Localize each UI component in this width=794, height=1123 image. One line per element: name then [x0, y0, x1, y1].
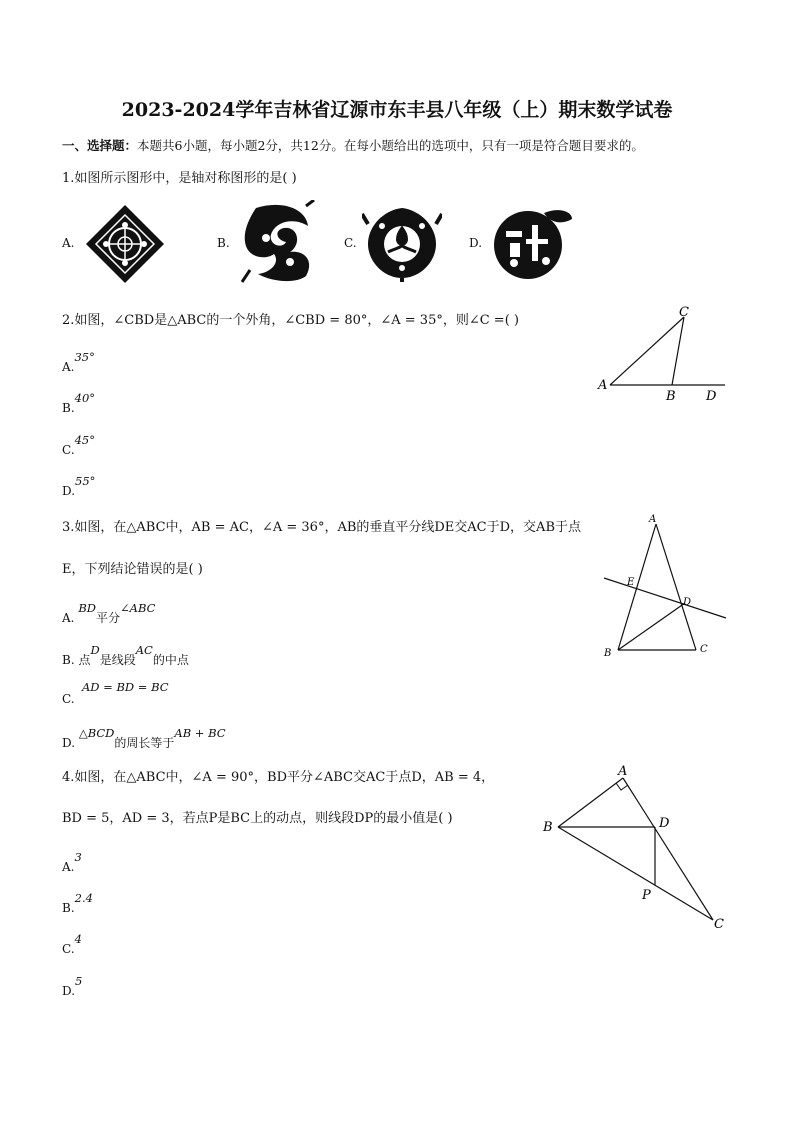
q2-stem: 2.如图，∠CBD是△ABC的一个外角，∠CBD = 80°，∠A = 35°，则∠C =( ): [62, 313, 519, 328]
q3-line-ab: [618, 524, 656, 650]
q4-option-b[interactable]: [62, 891, 93, 915]
q2-option-c[interactable]: [62, 433, 95, 457]
q3-option-b-mid: 是线段: [99, 653, 136, 667]
q3-option-b-point: D: [90, 643, 100, 657]
q3-option-d-letter: D.: [62, 736, 76, 750]
q3-figure: [596, 508, 731, 660]
q4-option-a-letter: A.: [62, 860, 75, 874]
q2-label-d: D: [706, 389, 717, 404]
q4-option-c[interactable]: [62, 932, 82, 956]
q4-line-ac: [623, 778, 713, 920]
q2-option-a-letter: A.: [62, 360, 75, 374]
q3-label-c: C: [700, 644, 708, 655]
q3-option-b-segment: AC: [135, 643, 153, 657]
q3-line-ac: [656, 524, 696, 650]
q3-option-a[interactable]: [62, 601, 156, 626]
q3-stem-line1: 3.如图，在△ABC中，AB = AC，∠A = 36°，AB的垂直平分线DE交AC于D，交AB于点: [62, 520, 581, 535]
q2-figure: [590, 300, 730, 410]
q3-option-a-text: 平分: [95, 611, 120, 625]
q1-option-c-letter: C.: [344, 236, 357, 250]
q4-line-ab: [558, 778, 623, 827]
q2-option-c-value: 45°: [74, 433, 95, 447]
q4-label-p: P: [642, 888, 651, 903]
q3-option-b-post: 的中点: [152, 653, 189, 667]
q3-option-d-sum: AB + BC: [174, 726, 226, 740]
q3-option-b[interactable]: [62, 643, 189, 668]
q2-label-b: B: [666, 389, 676, 404]
q3-option-a-angle: ∠ABC: [120, 601, 156, 615]
q2-option-a-value: 35°: [74, 350, 95, 364]
q3-label-e: E: [627, 577, 635, 588]
q2-option-d-letter: D.: [62, 484, 76, 498]
q3-label-d: D: [683, 597, 692, 608]
q4-option-b-letter: B.: [62, 901, 75, 915]
q2-option-a[interactable]: [62, 350, 95, 374]
q3-option-b-letter: B.: [62, 653, 75, 667]
q4-option-a[interactable]: [62, 850, 82, 874]
q1-option-b-letter: B.: [217, 236, 230, 250]
q3-line-de: [604, 578, 726, 618]
q2-option-b-value: 40°: [74, 391, 96, 405]
q3-stem-line2: E，下列结论错误的是( ): [62, 562, 203, 577]
q4-option-b-value: 2.4: [74, 891, 93, 905]
q2-label-c: C: [679, 305, 689, 320]
q4-option-d-value: 5: [75, 974, 83, 988]
q1-option-b-figure: [236, 200, 318, 284]
q4-figure: [538, 760, 733, 935]
q4-option-c-value: 4: [74, 932, 82, 946]
q4-stem-line2: BD = 5，AD = 3，若点P是BC上的动点，则线段DP的最小值是( ): [62, 811, 453, 826]
q1-option-a-figure: [84, 203, 166, 285]
q3-line-bd: [618, 603, 685, 650]
section-label: 一、选择题：: [62, 138, 138, 153]
q2-option-b-letter: B.: [62, 401, 75, 415]
q3-label-b: B: [604, 648, 612, 659]
q4-label-d: D: [659, 816, 670, 831]
q4-label-a: A: [618, 764, 628, 779]
page-title: 2023-2024学年吉林省辽源市东丰县八年级（上）期末数学试卷: [121, 99, 673, 121]
q1-option-c-figure: [362, 204, 442, 282]
q4-label-c: C: [714, 917, 724, 932]
q4-line-bc: [558, 827, 713, 920]
q3-option-a-letter: A.: [62, 611, 75, 625]
q2-option-b[interactable]: [62, 391, 96, 415]
q3-option-b-pre: 点: [78, 653, 91, 667]
q4-option-a-value: 3: [74, 850, 82, 864]
q3-option-a-bd: BD: [78, 601, 96, 615]
q1-option-d-figure: [488, 205, 574, 281]
q2-line-ac: [610, 317, 684, 385]
q3-option-d[interactable]: [62, 726, 226, 751]
q3-option-c-letter-text: C.: [62, 692, 75, 706]
q3-option-d-triangle: △BCD: [78, 726, 115, 740]
q4-option-d[interactable]: [62, 974, 83, 998]
q2-option-d-value: 55°: [75, 474, 96, 488]
q4-option-d-letter: D.: [62, 984, 76, 998]
q2-line-cb: [672, 317, 684, 385]
q1-stem: 1.如图所示图形中，是轴对称图形的是( ): [62, 171, 297, 186]
q3-option-d-text: 的周长等于: [114, 736, 175, 750]
section-heading: [62, 136, 644, 154]
q4-label-b: B: [543, 820, 553, 835]
q1-option-d-letter: D.: [469, 236, 483, 250]
q4-option-c-letter: C.: [62, 942, 75, 956]
q2-option-d[interactable]: [62, 474, 96, 498]
q3-option-c-value: AD = BD = BC: [82, 680, 169, 694]
q3-label-a: A: [649, 514, 657, 525]
section-text: 本题共6小题，每小题2分，共12分。在每小题给出的选项中，只有一项是符合题目要求的。: [137, 138, 644, 153]
q4-stem-line1: 4.如图，在△ABC中，∠A = 90°，BD平分∠ABC交AC于点D，AB = 4，: [62, 770, 495, 785]
q2-label-a: A: [598, 378, 608, 393]
q1-option-a-letter: A.: [62, 236, 75, 250]
q2-option-c-letter: C.: [62, 443, 75, 457]
